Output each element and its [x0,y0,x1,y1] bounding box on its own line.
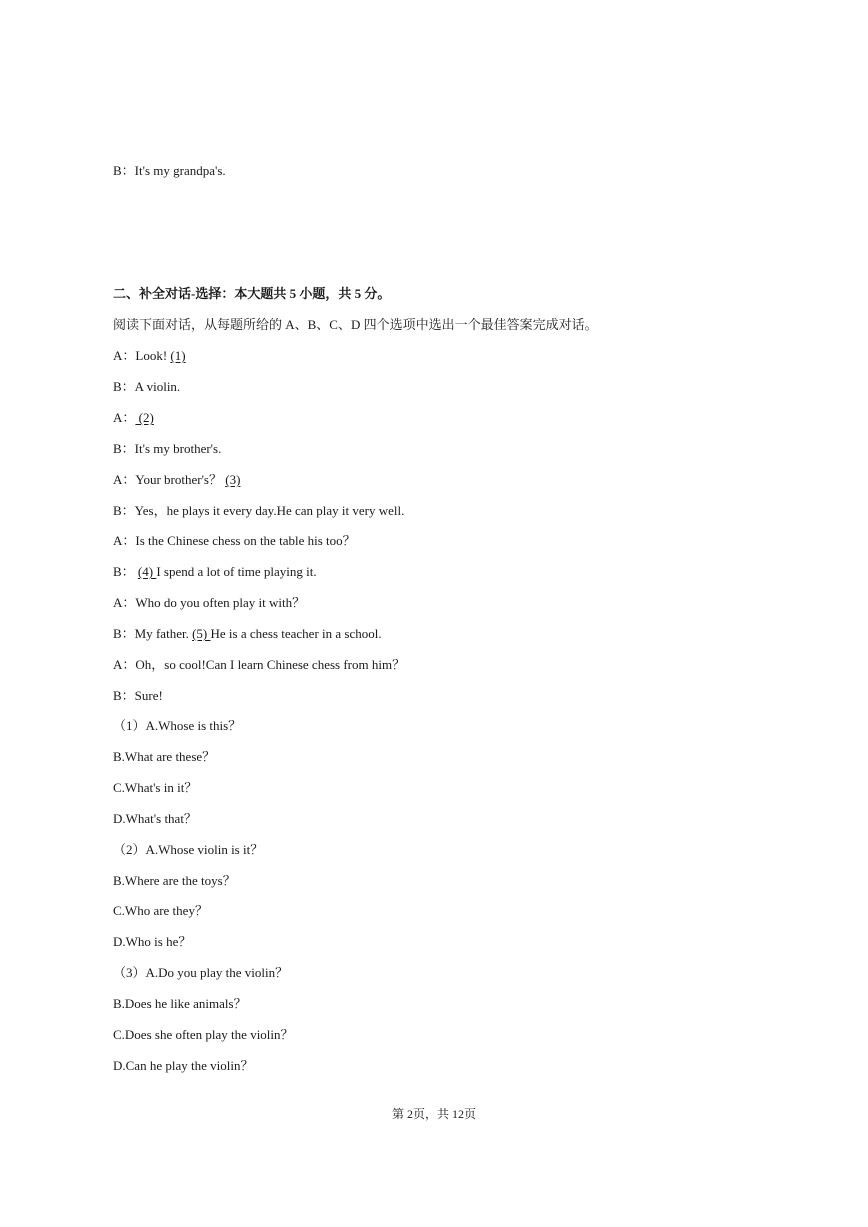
answer-blank: (2) [135,410,154,425]
dialogue-text: B： [113,564,138,579]
dialogue-text: B：Sure! [113,688,163,703]
option-line: （2）A.Whose violin is it？ [113,842,264,857]
dialogue-text: B：It's my brother's. [113,441,222,456]
dialogue-text: A：Who do you often play it with？ [113,595,306,610]
dialogue-line [113,503,404,519]
dialogue-line [113,348,186,364]
answer-blank: (3) [225,472,241,487]
option-line: C.Does she often play the violin？ [113,1027,294,1042]
answer-blank: (1) [170,348,186,363]
dialogue-text: A： [113,410,136,425]
dialogue-line [113,441,221,457]
option-line: C.What's in it？ [113,780,198,795]
dialogue-text-after-blank: He is a chess teacher in a school. [210,626,382,641]
option-line: D.Who is he？ [113,934,192,949]
option-line: D.Can he play the violin？ [113,1058,254,1073]
dialogue-line [113,472,240,488]
previous-answer-line: B：It's my grandpa's. [113,163,226,178]
option-line: B.Does he like animals？ [113,996,247,1011]
dialogue-text: B：A violin. [113,379,181,394]
dialogue-text: B：My father. [113,626,193,641]
dialogue-text: A：Look! [113,348,171,363]
dialogue-line [113,688,163,704]
option-line: D.What's that？ [113,811,197,826]
option-line: B.Where are the toys？ [113,873,236,888]
dialogue-text: B：Yes，he plays it every day.He can play it very well. [113,503,405,518]
option-line: （3）A.Do you play the violin？ [113,965,289,980]
dialogue-line [113,626,382,642]
option-line: C.Who are they？ [113,903,208,918]
dialogue-line [113,379,180,395]
dialogue-text: A：Oh，so cool!Can I learn Chinese chess from him？ [113,657,406,672]
option-line: （1）A.Whose is this？ [113,718,242,733]
dialogue-text: A：Is the Chinese chess on the table his too？ [113,533,356,548]
dialogue-text: A：Your brother's？ [113,472,226,487]
dialogue-text-after-blank: I spend a lot of time playing it. [156,564,317,579]
page-footer: 第 2页，共 12页 [391,1107,476,1121]
answer-blank: (4) [137,564,157,579]
option-line: B.What are these？ [113,749,216,764]
dialogue-line [113,657,405,673]
section-heading: 二、补全对话-选择：本大题共 5 小题，共 5 分。 [113,286,391,301]
dialogue-line [113,410,154,426]
dialogue-line [113,595,305,611]
answer-blank: (5) [192,626,211,641]
dialogue-line [113,533,356,549]
section-instruction: 阅读下面对话，从每题所给的 A、B、C、D 四个选项中选出一个最佳答案完成对话。 [113,317,598,332]
dialogue-line [113,564,317,580]
